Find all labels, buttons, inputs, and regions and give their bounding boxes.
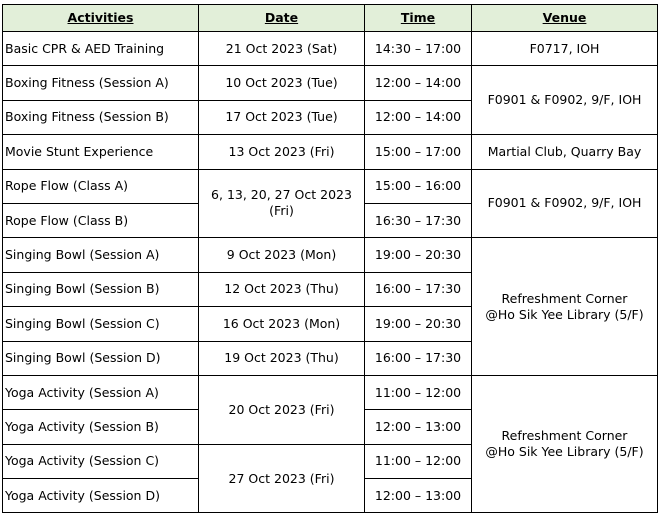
table-row (3, 238, 658, 272)
table-row (3, 169, 658, 203)
venue-cell: Martial Club, Quarry Bay (472, 135, 658, 169)
activity-cell: Boxing Fitness (Session B) (3, 100, 199, 134)
activity-cell: Yoga Activity (Session C) (3, 444, 199, 478)
time-cell: 15:00 – 16:00 (365, 169, 472, 203)
venue-line: @Ho Sik Yee Library (5/F) (485, 306, 644, 322)
activity-cell: Singing Bowl (Session A) (3, 238, 199, 272)
venue-line: Refreshment Corner (501, 428, 628, 444)
date-line: (Fri) (269, 203, 294, 219)
date-cell: 21 Oct 2023 (Sat) (199, 32, 365, 66)
activity-cell: Rope Flow (Class A) (3, 169, 199, 203)
activity-cell: Yoga Activity (Session A) (3, 375, 199, 409)
header-date: Date (199, 5, 365, 32)
venue-cell: F0901 & F0902, 9/F, IOH (472, 66, 658, 135)
header-row (3, 5, 658, 32)
venue-line: Refreshment Corner (501, 290, 628, 306)
date-cell: 9 Oct 2023 (Mon) (199, 238, 365, 272)
time-cell: 14:30 – 17:00 (365, 32, 472, 66)
schedule-table (2, 4, 658, 513)
table-row (3, 32, 658, 66)
date-cell (199, 169, 365, 238)
time-cell: 12:00 – 13:00 (365, 479, 472, 513)
header-activities: Activities (3, 5, 199, 32)
activity-cell: Singing Bowl (Session B) (3, 272, 199, 306)
time-cell: 16:30 – 17:30 (365, 203, 472, 237)
time-cell: 19:00 – 20:30 (365, 307, 472, 341)
table-row (3, 66, 658, 100)
date-line: 6, 13, 20, 27 Oct 2023 (211, 187, 352, 203)
table-row (3, 375, 658, 409)
activity-cell: Boxing Fitness (Session A) (3, 66, 199, 100)
time-cell: 12:00 – 14:00 (365, 100, 472, 134)
activity-cell: Basic CPR & AED Training (3, 32, 199, 66)
time-cell: 16:00 – 17:30 (365, 341, 472, 375)
venue-line: @Ho Sik Yee Library (5/F) (485, 444, 644, 460)
date-cell: 13 Oct 2023 (Fri) (199, 135, 365, 169)
date-cell: 20 Oct 2023 (Fri) (199, 375, 365, 444)
venue-cell: F0717, IOH (472, 32, 658, 66)
activity-cell: Yoga Activity (Session D) (3, 479, 199, 513)
venue-cell (472, 375, 658, 513)
header-venue: Venue (472, 5, 658, 32)
time-cell: 11:00 – 12:00 (365, 375, 472, 409)
time-cell: 12:00 – 14:00 (365, 66, 472, 100)
time-cell: 12:00 – 13:00 (365, 410, 472, 444)
time-cell: 19:00 – 20:30 (365, 238, 472, 272)
activity-cell: Movie Stunt Experience (3, 135, 199, 169)
time-cell: 15:00 – 17:00 (365, 135, 472, 169)
venue-cell: F0901 & F0902, 9/F, IOH (472, 169, 658, 238)
table-row (3, 135, 658, 169)
venue-cell (472, 238, 658, 376)
date-cell: 17 Oct 2023 (Tue) (199, 100, 365, 134)
date-cell: 12 Oct 2023 (Thu) (199, 272, 365, 306)
date-cell: 19 Oct 2023 (Thu) (199, 341, 365, 375)
date-cell: 16 Oct 2023 (Mon) (199, 307, 365, 341)
time-cell: 11:00 – 12:00 (365, 444, 472, 478)
activity-cell: Yoga Activity (Session B) (3, 410, 199, 444)
time-cell: 16:00 – 17:30 (365, 272, 472, 306)
date-cell: 27 Oct 2023 (Fri) (199, 444, 365, 513)
date-cell: 10 Oct 2023 (Tue) (199, 66, 365, 100)
activity-cell: Singing Bowl (Session D) (3, 341, 199, 375)
header-time: Time (365, 5, 472, 32)
activity-cell: Rope Flow (Class B) (3, 203, 199, 237)
activity-cell: Singing Bowl (Session C) (3, 307, 199, 341)
